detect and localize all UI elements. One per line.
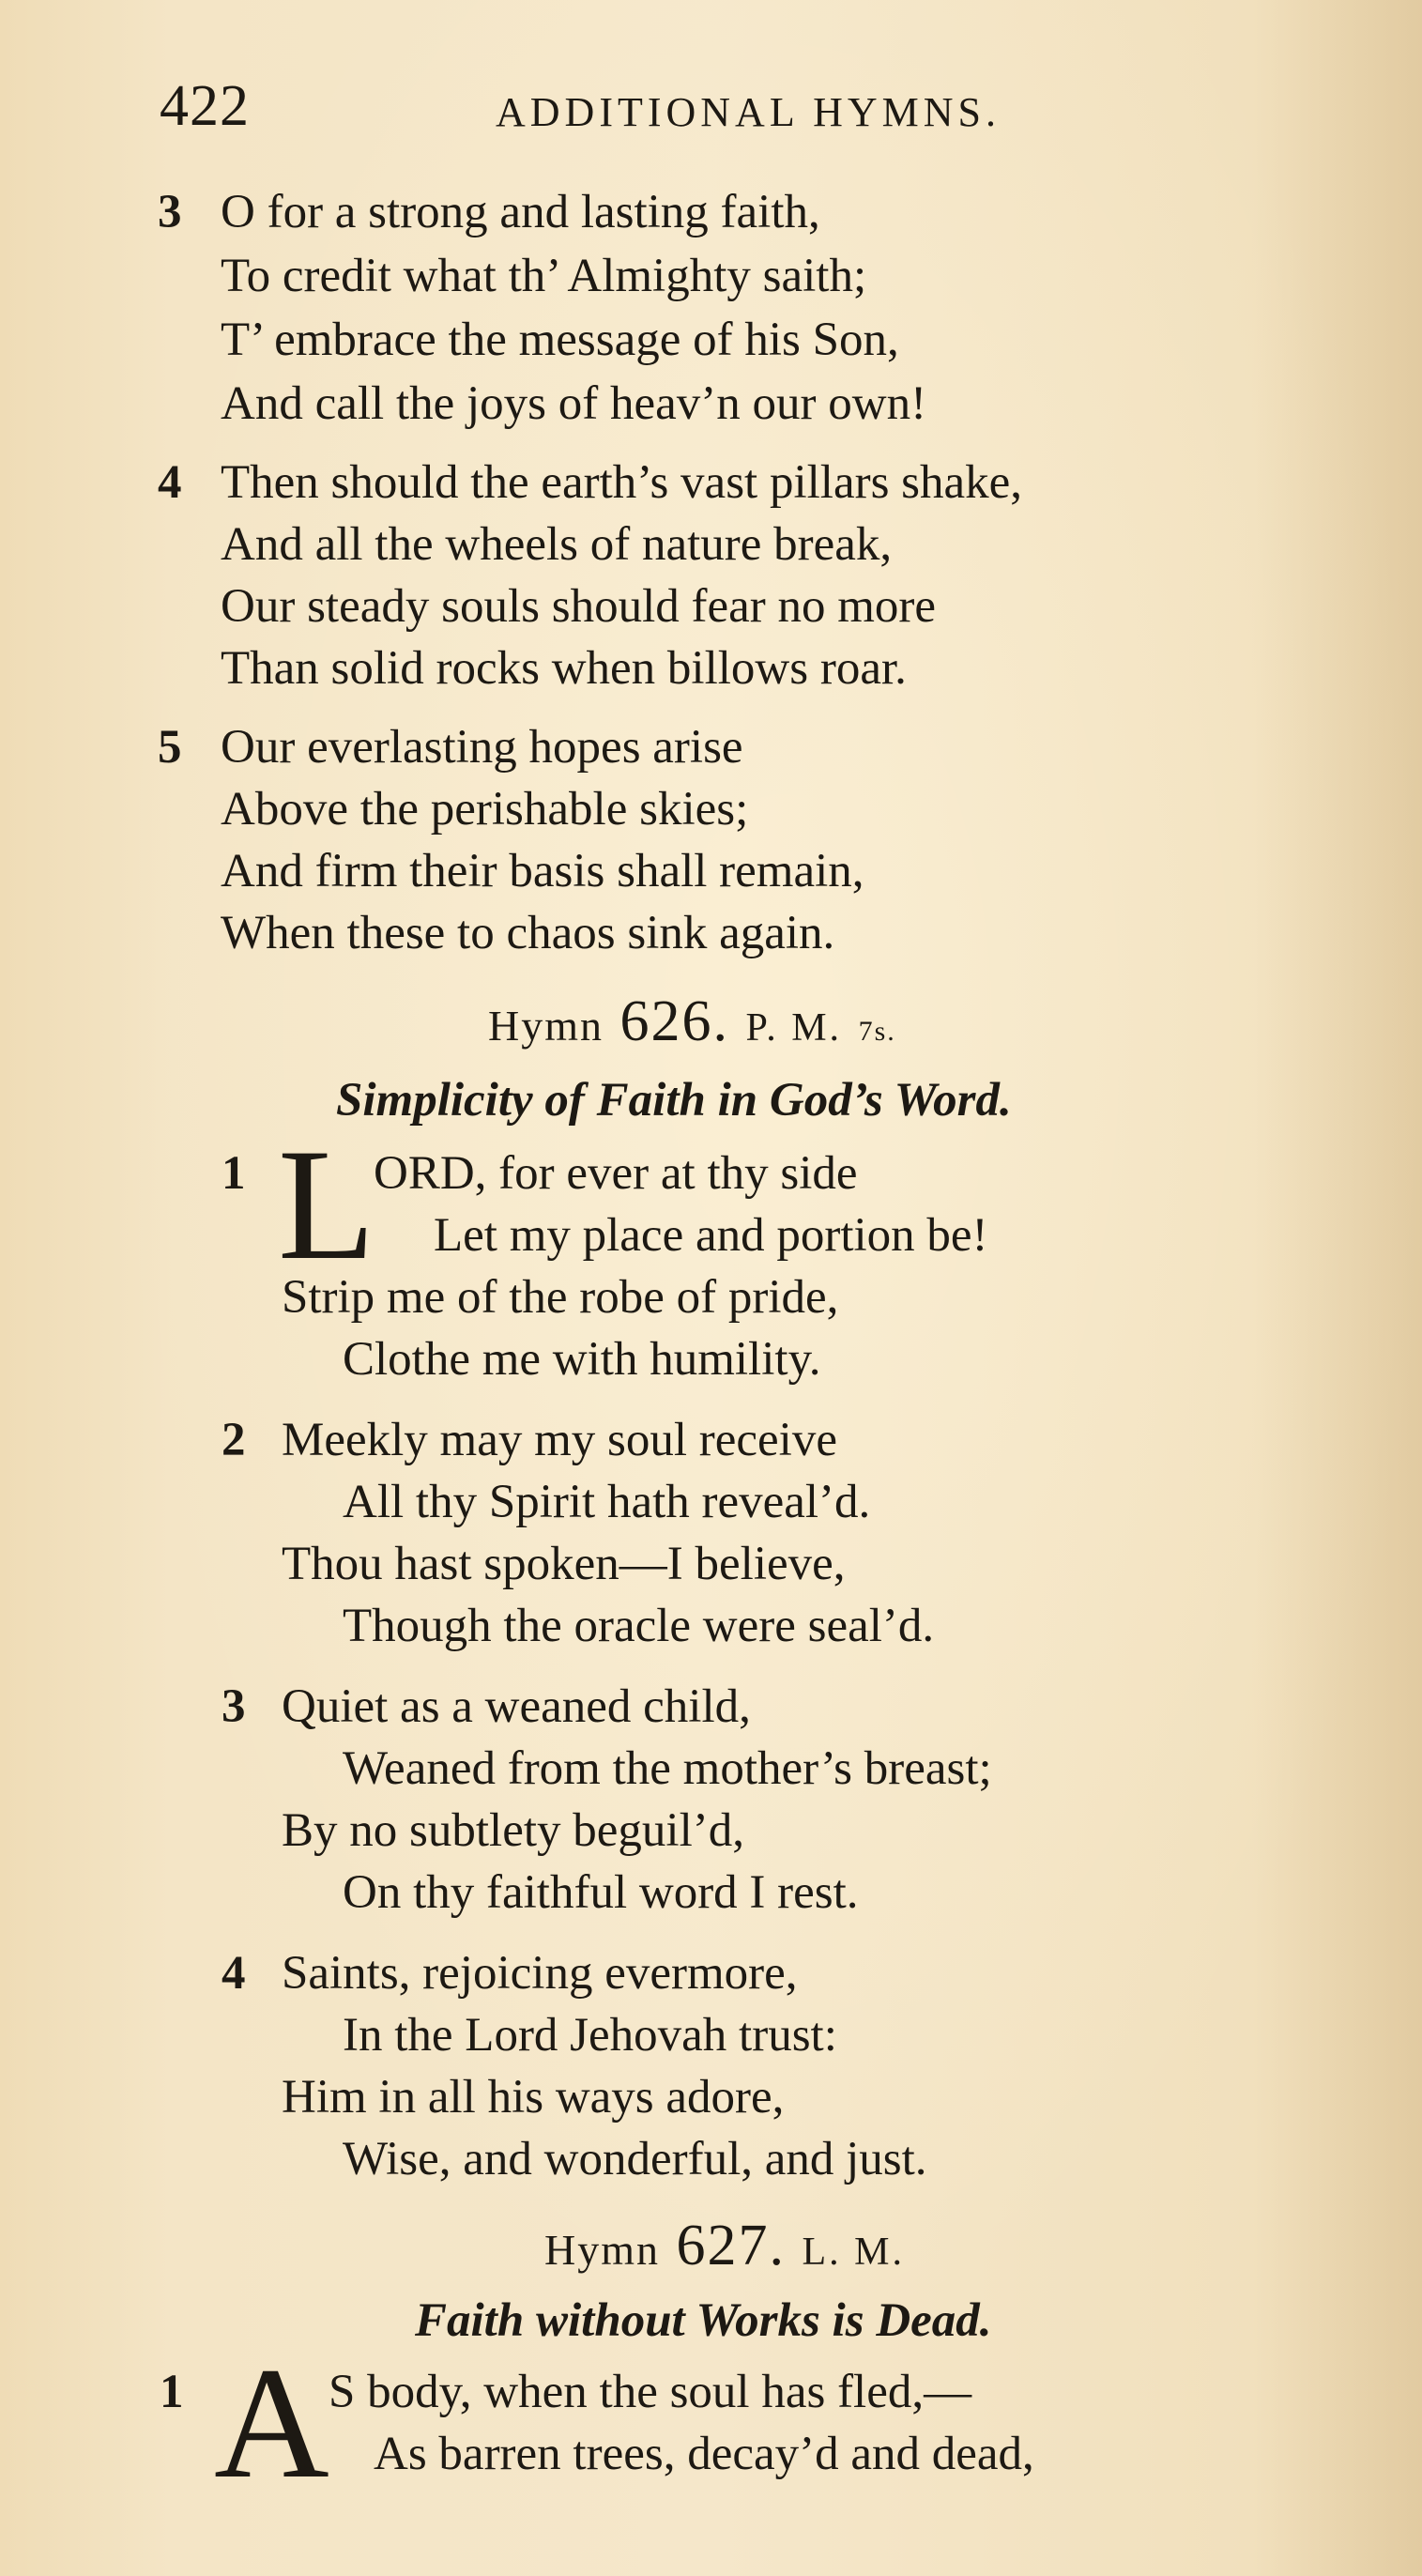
drop-cap: L xyxy=(278,1134,375,1275)
verse-line: And call the joys of heav’n our own! xyxy=(221,377,927,430)
verse-line: As barren trees, decay’d and dead, xyxy=(374,2428,1034,2480)
verse-line: Wise, and wonderful, and just. xyxy=(343,2133,927,2185)
verse-line: Clothe me with humility. xyxy=(343,1333,821,1386)
verse-line: Meekly may my soul receive xyxy=(282,1414,837,1466)
verse-line: T’ embrace the message of his Son, xyxy=(221,314,899,366)
verse-number: 2 xyxy=(222,1414,246,1466)
verse-line: Him in all his ways adore, xyxy=(282,2071,785,2124)
verse-line: Strip me of the robe of pride, xyxy=(282,1271,839,1324)
verse-line: On thy faithful word I rest. xyxy=(343,1866,859,1919)
hymn-627-title xyxy=(544,2210,905,2288)
page-header xyxy=(160,73,1136,158)
verse-number: 1 xyxy=(222,1147,246,1200)
verse-number: 3 xyxy=(222,1680,246,1733)
verse-line: And firm their basis shall remain, xyxy=(221,845,864,897)
hymn-meter: P. M. xyxy=(745,1006,843,1050)
drop-cap: A xyxy=(214,2353,329,2493)
hymn-626-subtitle: Simplicity of Faith in God’s Word. xyxy=(336,1074,1012,1127)
verse-line: And all the wheels of nature break, xyxy=(221,518,893,571)
hymn-627-subtitle: Faith without Works is Dead. xyxy=(415,2294,992,2347)
verse-number: 5 xyxy=(158,721,182,774)
verse-line: In the Lord Jehovah trust: xyxy=(343,2009,837,2062)
verse-line: Saints, rejoicing evermore, xyxy=(282,1947,798,2000)
hymn-number: 626. xyxy=(619,989,729,1053)
verse-line: ORD, for ever at thy side xyxy=(374,1147,858,1200)
verse-line: Let my place and portion be! xyxy=(434,1209,988,1262)
verse-number: 4 xyxy=(222,1947,246,2000)
verse-line: O for a strong and lasting faith, xyxy=(221,186,820,238)
verse-line: Weaned from the mother’s breast; xyxy=(343,1742,992,1795)
verse-line: To credit what th’ Almighty saith; xyxy=(221,250,867,302)
running-head: ADDITIONAL HYMNS. xyxy=(496,89,1001,135)
verse-number: 1 xyxy=(160,2366,184,2418)
verse-line: S body, when the soul has fled,— xyxy=(329,2366,972,2418)
verse-line: Our steady souls should fear no more xyxy=(221,580,937,633)
hymn-word: Hymn xyxy=(544,2226,660,2274)
verse-line: Our everlasting hopes arise xyxy=(221,721,743,774)
verse-line: All thy Spirit hath reveal’d. xyxy=(343,1476,871,1528)
verse-line: Thou hast spoken—I believe, xyxy=(282,1538,846,1590)
hymn-word: Hymn xyxy=(488,1002,604,1050)
verse-number: 4 xyxy=(158,456,182,509)
hymn-number: 627. xyxy=(676,2214,786,2277)
facing-page-shadow xyxy=(1253,0,1422,2576)
verse-line: Though the oracle were seal’d. xyxy=(343,1600,935,1652)
verse-line: Than solid rocks when billows roar. xyxy=(221,642,907,695)
verse-line: Above the perishable skies; xyxy=(221,783,749,836)
hymn-626-title xyxy=(488,986,896,1067)
verse-line: By no subtlety beguil’d, xyxy=(282,1804,744,1857)
verse-number: 3 xyxy=(158,186,182,238)
hymn-meter: L. M. xyxy=(802,2231,905,2274)
verse-line: Then should the earth’s vast pillars shake, xyxy=(221,456,1023,509)
page-number: 422 xyxy=(160,74,250,138)
hymn-meter-detail: 7s. xyxy=(858,1016,896,1047)
verse-line: When these to chaos sink again. xyxy=(221,907,835,959)
verse-line: Quiet as a weaned child, xyxy=(282,1680,751,1733)
